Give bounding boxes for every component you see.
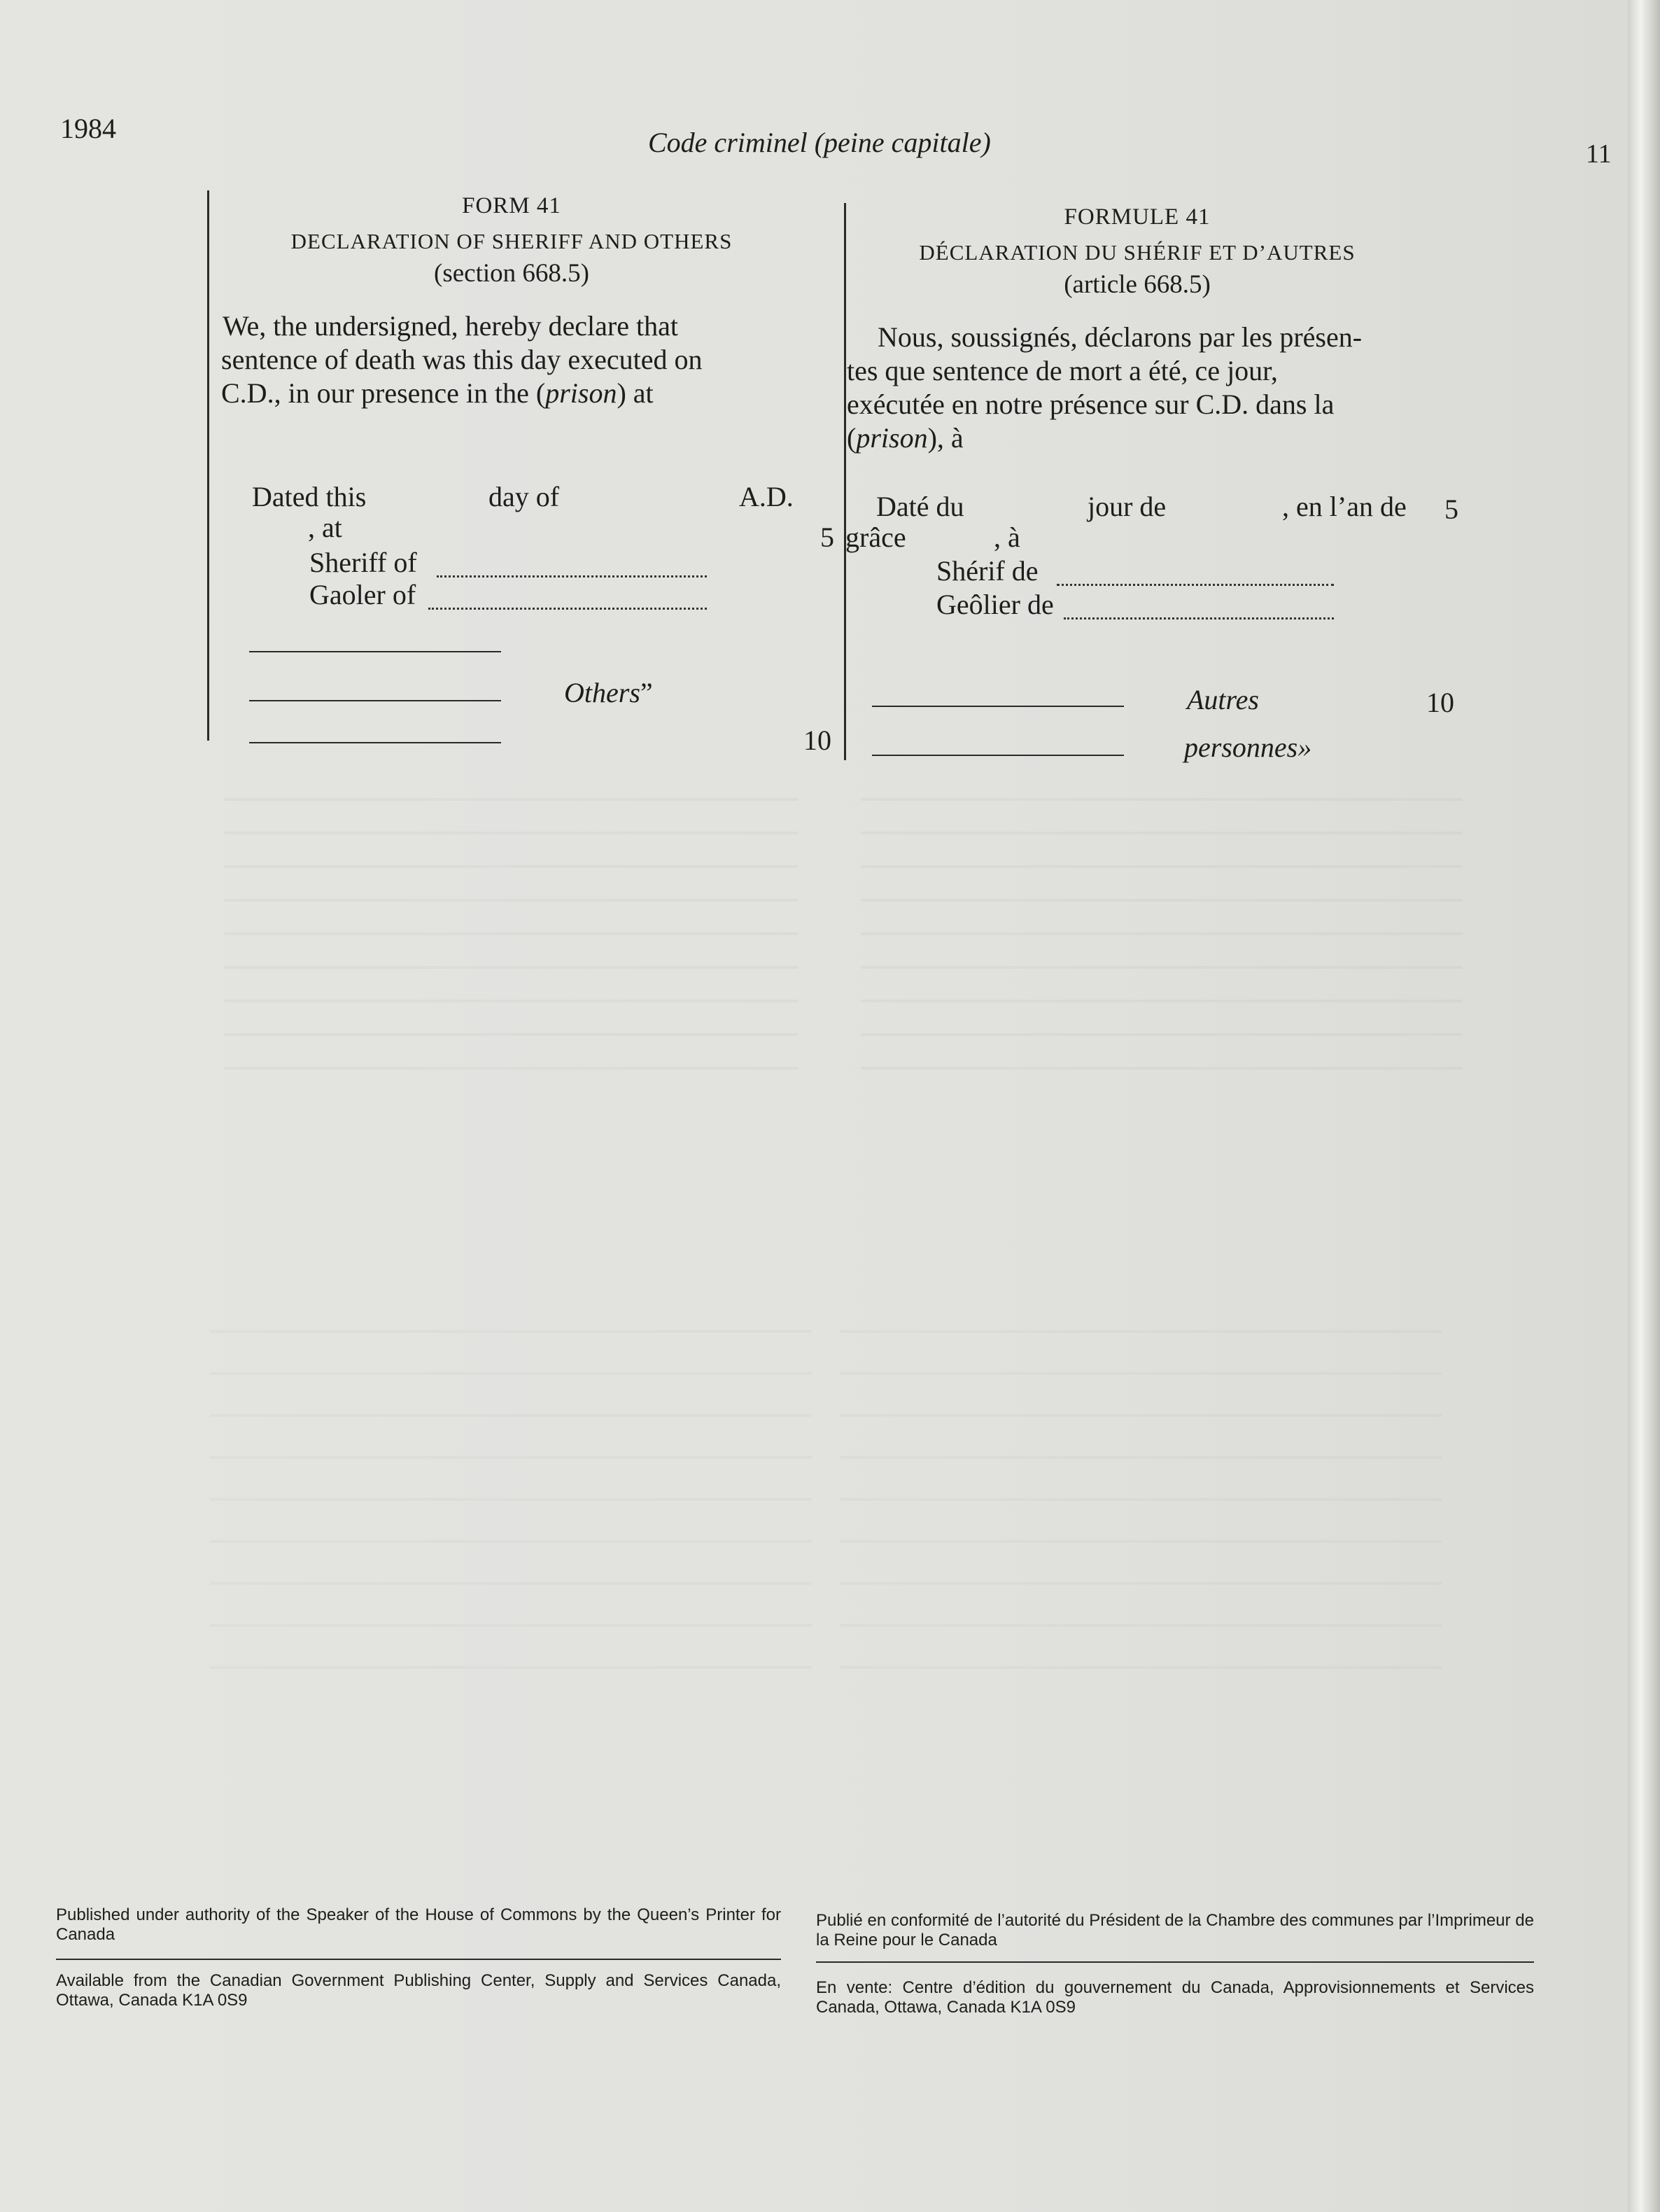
autres-label: Autres xyxy=(1187,684,1259,715)
body-line: exécutée en notre présence sur C.D. dans la xyxy=(847,388,1335,420)
geolier-label: Geôlier de xyxy=(936,589,1054,620)
line-number: 10 xyxy=(1426,687,1454,718)
date-label: Daté du xyxy=(876,491,964,522)
footer-en-available: Available from the Canadian Government Publishing Center, Supply and Services Canada, Ottawa, Canada K1A 0S9 xyxy=(56,1971,781,2010)
body-line: Nous, soussignés, déclarons par les présen- xyxy=(878,321,1363,353)
body-text: ), à xyxy=(927,422,964,454)
line-number: 5 xyxy=(1444,493,1458,525)
left-column-rule xyxy=(207,190,209,741)
footer-fr-published: Publié en conformité de l’autorité du Président de la Chambre des communes par l’Imprimeur de la Reine pour le Canada xyxy=(816,1911,1534,1949)
footer-rule xyxy=(56,1959,781,1960)
form-body xyxy=(221,309,802,410)
dated-label: Dated this xyxy=(252,481,367,512)
line-number: 5 xyxy=(820,522,834,553)
left-form xyxy=(221,193,802,410)
line-number: 10 xyxy=(803,724,831,756)
bleed-through-block xyxy=(840,1330,1442,1694)
ad-label: A.D. xyxy=(739,481,794,512)
jour-de-label: jour de xyxy=(1088,491,1167,522)
body-line: tes que sentence de mort a été, ce jour, xyxy=(847,355,1278,386)
body-line xyxy=(847,421,1428,455)
sheriff-dotted-line xyxy=(437,557,707,578)
right-form xyxy=(847,204,1428,455)
body-line xyxy=(221,377,802,410)
running-title: Code criminel (peine capitale) xyxy=(648,127,991,158)
page-number: 11 xyxy=(1586,139,1612,169)
bleed-through-block xyxy=(861,798,1463,1092)
signature-blank-line xyxy=(872,706,1124,707)
others-text: Others xyxy=(564,677,640,708)
at-label: , at xyxy=(308,512,342,543)
sheriff-label: Sheriff of xyxy=(309,547,417,578)
personnes-label: personnes» xyxy=(1184,732,1312,763)
body-text: ) at xyxy=(617,377,654,409)
body-text: C.D., in our presence in the ( xyxy=(221,377,546,409)
body-line: sentence of death was this day executed on xyxy=(221,344,703,375)
signature-blank-line xyxy=(249,742,501,743)
sherif-dotted-line xyxy=(1057,566,1334,586)
form-number: FORMULE 41 xyxy=(1064,204,1211,230)
form-number: FORM 41 xyxy=(462,193,561,218)
signature-blank-line xyxy=(872,755,1124,756)
gaoler-label: Gaoler of xyxy=(309,579,416,610)
page-spine-shadow xyxy=(1628,0,1660,2212)
body-text-italic: prison xyxy=(856,422,928,454)
sherif-label: Shérif de xyxy=(936,555,1039,587)
body-line: We, the undersigned, hereby declare that xyxy=(223,310,678,342)
page-year: 1984 xyxy=(60,113,116,144)
body-text: ( xyxy=(847,422,857,454)
geolier-dotted-line xyxy=(1064,599,1334,620)
form-title: DÉCLARATION DU SHÉRIF ET D’AUTRES xyxy=(919,240,1356,265)
body-text-italic: prison xyxy=(545,377,617,409)
closing-quote: ” xyxy=(640,677,653,708)
bleed-through-block xyxy=(210,1330,812,1694)
day-of-label: day of xyxy=(488,481,560,512)
form-body xyxy=(847,321,1428,455)
footer-en-published: Published under authority of the Speaker of the House of Commons by the Queen’s Printer for Canada xyxy=(56,1905,781,1944)
others-label xyxy=(564,676,653,709)
form-title: DECLARATION OF SHERIFF AND OTHERS xyxy=(290,229,733,253)
form-section: (article 668.5) xyxy=(1064,270,1211,299)
form-section: (section 668.5) xyxy=(434,259,589,288)
a-label: , à xyxy=(994,522,1020,553)
bleed-through-block xyxy=(224,798,798,1092)
grace-label: grâce xyxy=(845,522,906,553)
gaoler-dotted-line xyxy=(428,589,707,610)
an-de-label: , en l’an de xyxy=(1282,491,1407,522)
signature-blank-line xyxy=(249,651,501,652)
footer-fr-available: En vente: Centre d’édition du gouvernement du Canada, Approvisionnements et Services Canada, Ottawa, Canada K1A 0S9 xyxy=(816,1978,1534,2017)
footer-rule xyxy=(816,1961,1534,1963)
right-column-rule xyxy=(844,203,846,760)
signature-blank-line xyxy=(249,700,501,701)
